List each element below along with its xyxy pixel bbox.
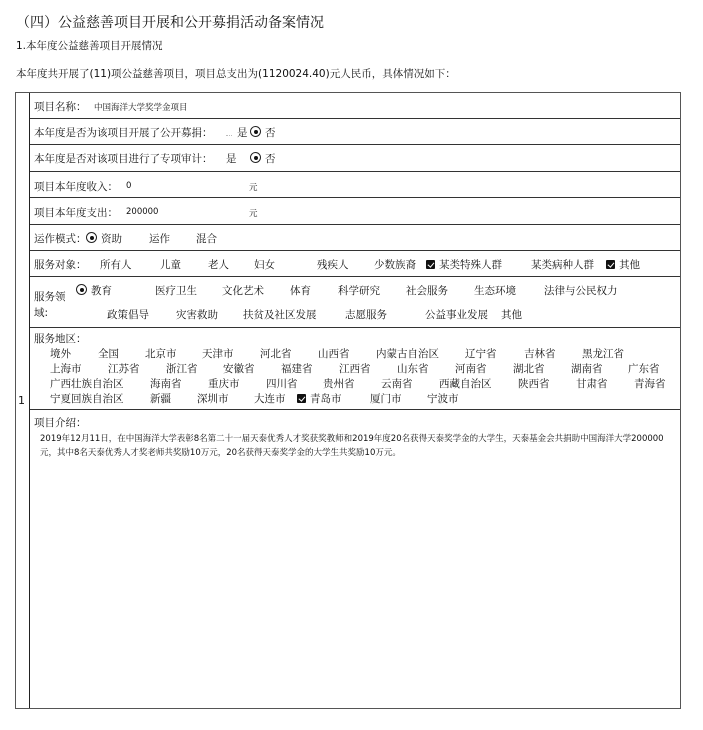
field-option[interactable]: 社会服务 [406,285,448,297]
region-option[interactable]: 广东省 [628,363,660,375]
region-option[interactable]: 境外 [50,348,71,360]
public-fundraising-row [30,119,680,145]
field-option[interactable]: 体育 [290,285,311,297]
region-option[interactable]: 安徽省 [223,363,255,375]
service-fields-row [30,277,680,328]
region-option[interactable]: 甘肃省 [576,378,608,390]
special-audit-label: 本年度是否对该项目进行了专项审计： [34,153,213,165]
field-option[interactable]: 科学研究 [338,285,380,297]
region-option[interactable]: 江苏省 [108,363,140,375]
income-value: 0 [126,181,132,191]
radio-selected-icon [86,232,97,243]
region-option[interactable]: 宁夏回族自治区 [50,393,124,405]
target-option[interactable]: 老人 [208,259,229,271]
target-option-checked[interactable]: 其他 [606,257,640,272]
radio-selected-icon [250,152,261,163]
target-option[interactable]: 妇女 [254,259,275,271]
region-option[interactable]: 大连市 [254,393,286,405]
project-intro-text: 2019年12月11日，在中国海洋大学表彰8名第二十一届天泰优秀人才奖获奖教师和2019年度20名获得天泰奖学金的大学生，天泰基金会共捐助中国海洋大学200000元，其中8名天泰优秀人才奖老师共奖励10万元，20名获得天泰奖学金的大学生共奖励10万元。 [40,434,664,458]
radio-selected-icon [76,284,87,295]
field-option[interactable]: 志愿服务 [345,309,387,321]
summary-text: 本年度共开展了(11)项公益慈善项目，项目总支出为(1120024.40)元人民币，具体情况如下： [16,68,456,80]
service-targets-row [30,251,680,277]
target-option[interactable]: 残疾人 [317,259,349,271]
project-table [15,92,681,709]
field-option[interactable]: 生态环境 [474,285,516,297]
region-option[interactable]: 四川省 [266,378,298,390]
field-option[interactable]: 扶贫及社区发展 [243,309,317,321]
region-option[interactable]: 上海市 [50,363,82,375]
project-name-row [30,93,680,119]
region-option[interactable]: 青海省 [634,378,666,390]
region-option[interactable]: 辽宁省 [465,348,497,360]
region-option[interactable]: 广西壮族自治区 [50,378,124,390]
radio-selected-icon [250,126,261,137]
region-option-checked[interactable]: 青岛市 [297,391,342,406]
expense-label: 项目本年度支出： [34,207,118,219]
operation-mode-row [30,225,680,251]
region-option[interactable]: 重庆市 [208,378,240,390]
region-option[interactable]: 山西省 [318,348,350,360]
row-index: 1 [18,394,25,407]
region-option[interactable]: 湖南省 [571,363,603,375]
field-option-selected[interactable]: 教育 [76,283,112,298]
region-option[interactable]: 吉林省 [524,348,556,360]
field-option[interactable]: 灾害救助 [176,309,218,321]
region-option[interactable]: 厦门市 [370,393,402,405]
region-option[interactable]: 海南省 [150,378,182,390]
region-option[interactable]: 内蒙古自治区 [376,348,439,360]
region-option[interactable]: 黑龙江省 [582,348,624,360]
project-intro-row [30,410,680,708]
region-option[interactable]: 河北省 [260,348,292,360]
operation-mode-label: 运作模式： [34,233,87,245]
region-option[interactable]: 福建省 [281,363,313,375]
region-option[interactable]: 贵州省 [323,378,355,390]
service-fields-label-cont: 域: [34,307,49,319]
checkbox-checked-icon [426,260,435,269]
mode-option-operate[interactable]: 运作 [149,233,170,245]
region-option[interactable]: 北京市 [145,348,177,360]
subsection-heading: 1.本年度公益慈善项目开展情况 [16,40,163,52]
region-option[interactable]: 宁波市 [427,393,459,405]
region-option[interactable]: 云南省 [381,378,413,390]
audit-option-no[interactable]: 否 [250,151,276,166]
service-targets-label: 服务对象： [34,259,87,271]
fundraising-option-no[interactable]: 否 [250,125,276,140]
field-option[interactable]: 其他 [501,309,522,321]
mode-option-grant[interactable]: 资助 [86,231,122,246]
region-option[interactable]: 江西省 [339,363,371,375]
expense-unit: 元 [249,209,258,219]
project-name-value: 中国海洋大学奖学金项目 [94,103,188,113]
fundraising-option-yes[interactable]: 是 [226,125,248,140]
mode-option-mixed[interactable]: 混合 [196,233,217,245]
region-option[interactable]: 新疆 [150,393,171,405]
region-option[interactable]: 河南省 [455,363,487,375]
region-option[interactable]: 山东省 [397,363,429,375]
service-regions-row [30,328,680,410]
checkbox-checked-icon [297,394,306,403]
target-option[interactable]: 少数族裔 [374,259,416,271]
section-heading: （四）公益慈善项目开展和公开募捐活动备案情况 [16,15,324,31]
income-row [30,172,680,198]
region-option[interactable]: 天津市 [202,348,234,360]
public-fundraising-label: 本年度是否为该项目开展了公开募捐： [34,127,213,139]
expense-row [30,198,680,225]
audit-option-yes[interactable]: 是 [226,153,237,165]
target-option[interactable]: 某类病种人群 [531,259,594,271]
project-name-label: 项目名称： [34,101,87,113]
service-regions-label: 服务地区： [34,333,87,345]
target-option-checked[interactable]: 某类特殊人群 [426,257,502,272]
field-option[interactable]: 政策倡导 [107,309,149,321]
region-option[interactable]: 浙江省 [166,363,198,375]
target-option[interactable]: 所有人 [100,259,132,271]
income-label: 项目本年度收入： [34,181,118,193]
checkbox-checked-icon [606,260,615,269]
field-option[interactable]: 医疗卫生 [155,285,197,297]
project-intro-label: 项目介绍： [34,417,87,429]
empty-checkbox-icon [226,129,232,136]
field-option[interactable]: 文化艺术 [222,285,264,297]
service-fields-label: 服务领 [34,291,66,303]
field-option[interactable]: 法律与公民权力 [544,285,618,297]
region-option[interactable]: 湖北省 [513,363,545,375]
region-option[interactable]: 深圳市 [197,393,229,405]
region-option[interactable]: 全国 [98,348,119,360]
region-option[interactable]: 陕西省 [518,378,550,390]
special-audit-row [30,145,680,172]
expense-value: 200000 [126,207,159,217]
target-option[interactable]: 儿童 [160,259,181,271]
income-unit: 元 [249,183,258,193]
region-option[interactable]: 西藏自治区 [439,378,492,390]
index-column [16,93,30,708]
field-option[interactable]: 公益事业发展 [425,309,488,321]
